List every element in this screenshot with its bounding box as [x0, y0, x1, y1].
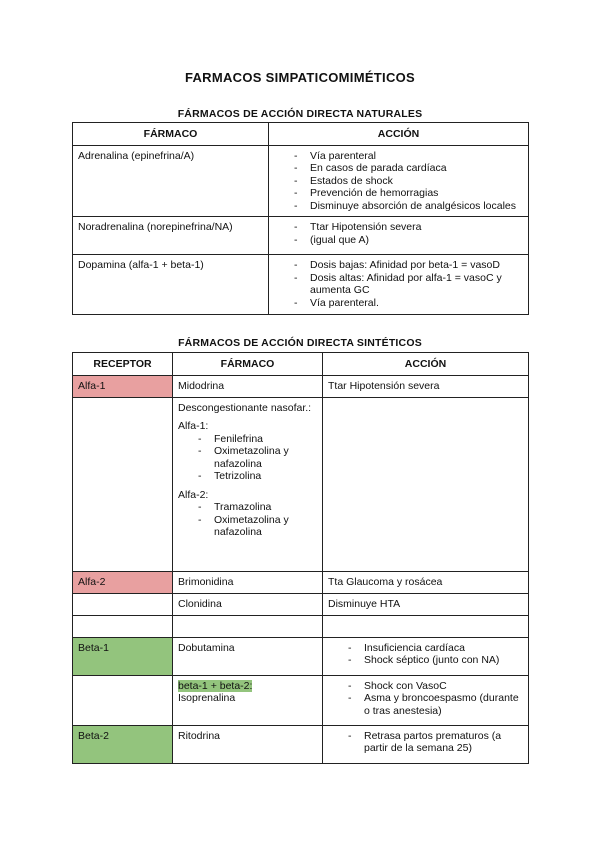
drug-cell: Dobutamina — [173, 637, 323, 675]
column-header-receptor: RECEPTOR — [73, 353, 173, 376]
page-title: FARMACOS SIMPATICOMIMÉTICOS — [184, 70, 416, 85]
action-item: - Ttar Hipotensión severa — [289, 221, 523, 234]
action-cell — [323, 397, 529, 571]
table-sinteticos — [72, 352, 529, 764]
table-row — [73, 217, 529, 255]
table-row — [73, 375, 529, 397]
drug-group-title: Descongestionante nasofar.: — [178, 401, 312, 414]
drug-group-label: Alfa-2: — [178, 488, 209, 501]
drug-item: - Oximetazolina y nafazolina — [178, 514, 317, 539]
column-header-accion: ACCIÓN — [269, 123, 529, 146]
action-cell — [323, 637, 529, 675]
action-cell — [323, 615, 529, 637]
drug-cell: Midodrina — [173, 375, 323, 397]
receptor-cell — [73, 397, 173, 571]
drug-item: - Fenilefrina — [178, 433, 317, 446]
action-item: - Dosis bajas: Afinidad por beta-1 = vasoD — [289, 259, 523, 272]
table-row — [73, 637, 529, 675]
action-item: - Insuficiencia cardíaca — [343, 642, 523, 655]
action-cell: Disminuye HTA — [323, 593, 529, 615]
table-row — [73, 145, 529, 217]
action-item: - Asma y broncoespasmo (durante o tras anestesia) — [343, 692, 523, 717]
action-cell — [323, 725, 529, 763]
action-cell — [269, 255, 529, 315]
action-item: - Vía parenteral — [289, 150, 523, 163]
drug-cell: Adrenalina (epinefrina/A) — [73, 145, 269, 217]
column-header-farmaco: FÁRMACO — [73, 123, 269, 146]
table-header-row — [73, 123, 529, 146]
drug-group-label: Alfa-1: — [178, 420, 209, 432]
drug-cell — [173, 615, 323, 637]
action-item: - Vía parenteral. — [289, 297, 523, 310]
table-row — [73, 593, 529, 615]
table-naturales — [72, 122, 529, 315]
action-item: - En casos de parada cardíaca — [289, 162, 523, 175]
section-heading-naturales: FÁRMACOS DE ACCIÓN DIRECTA NATURALES — [177, 108, 423, 120]
table-row — [73, 725, 529, 763]
receptor-cell: Beta-2 — [73, 725, 173, 763]
action-item: - Dosis altas: Afinidad por alfa-1 = vasoC y aumenta GC — [289, 272, 523, 297]
action-item: - Retrasa partos prematuros (a partir de la semana 25) — [343, 730, 523, 755]
receptor-cell — [73, 593, 173, 615]
table-row — [73, 255, 529, 315]
table-row — [73, 571, 529, 593]
receptor-cell — [73, 675, 173, 725]
table-row — [73, 675, 529, 725]
column-header-farmaco: FÁRMACO — [173, 353, 323, 376]
section-heading-sinteticos: FÁRMACOS DE ACCIÓN DIRECTA SINTÉTICOS — [178, 337, 422, 349]
receptor-cell — [73, 615, 173, 637]
drug-cell: Dopamina (alfa-1 + beta-1) — [73, 255, 269, 315]
drug-item: - Tramazolina — [178, 501, 317, 514]
drug-cell: Clonidina — [173, 593, 323, 615]
receptor-cell: Alfa-2 — [73, 571, 173, 593]
action-item: - Prevención de hemorragias — [289, 187, 523, 200]
action-item: - (igual que A) — [289, 234, 523, 247]
drug-item: - Oximetazolina y nafazolina — [178, 445, 317, 470]
drug-cell: Brimonidina — [173, 571, 323, 593]
action-item: - Estados de shock — [289, 175, 523, 188]
action-item: - Shock séptico (junto con NA) — [343, 654, 523, 667]
action-cell: Ttar Hipotensión severa — [323, 375, 529, 397]
receptor-cell: Beta-1 — [73, 637, 173, 675]
table-header-row — [73, 353, 529, 376]
table-row — [73, 615, 529, 637]
drug-item: - Tetrizolina — [178, 470, 317, 483]
column-header-accion: ACCIÓN — [323, 353, 529, 376]
highlighted-text: beta-1 + beta-2: — [178, 679, 253, 692]
action-cell — [323, 675, 529, 725]
table-row — [73, 397, 529, 571]
drug-name: Isoprenalina — [178, 692, 236, 704]
action-item: - Shock con VasoC — [343, 680, 523, 693]
action-cell — [269, 145, 529, 217]
action-cell — [269, 217, 529, 255]
drug-cell: Ritodrina — [173, 725, 323, 763]
drug-cell — [173, 397, 323, 571]
action-cell: Tta Glaucoma y rosácea — [323, 571, 529, 593]
action-item: - Disminuye absorción de analgésicos locales — [289, 200, 523, 213]
drug-cell: Noradrenalina (norepinefrina/NA) — [73, 217, 269, 255]
drug-cell — [173, 675, 323, 725]
receptor-cell: Alfa-1 — [73, 375, 173, 397]
